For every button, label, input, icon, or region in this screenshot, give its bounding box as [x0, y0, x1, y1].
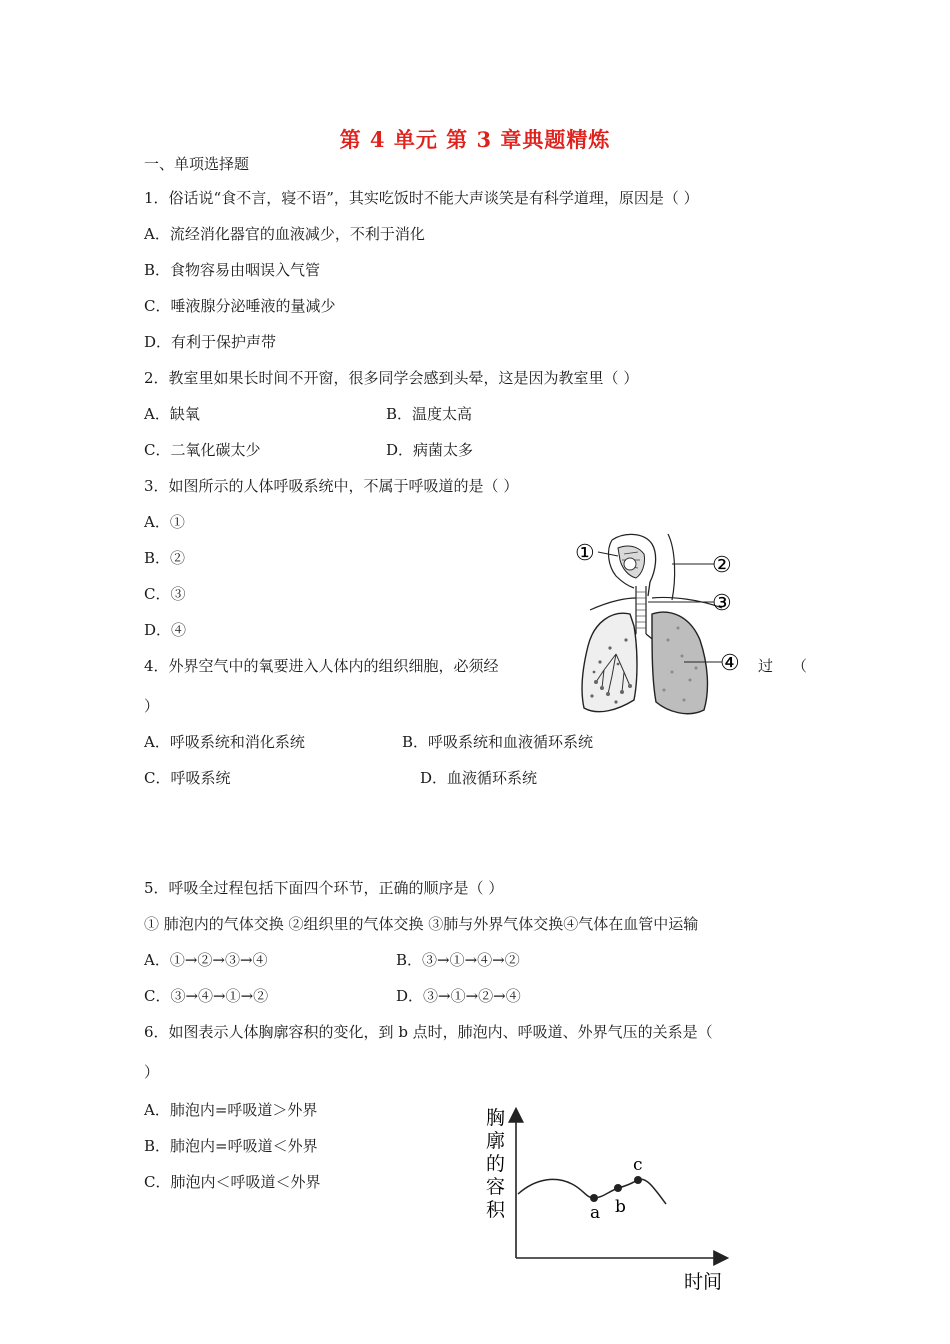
question-3-option-d: D．④ — [144, 621, 187, 639]
figure-label-1: ① — [575, 541, 595, 566]
chart-point-label-a: a — [590, 1203, 601, 1223]
question-5-option-b: B．③→①→④→② — [396, 951, 520, 969]
page-title: 第 4 单元 第 3 章典题精炼 — [339, 127, 611, 152]
question-4-option-b: B．呼吸系统和血液循环系统 — [402, 733, 594, 751]
question-4-stem-cont: 过 — [758, 657, 774, 675]
question-5-option-d: D．③→①→②→④ — [396, 987, 521, 1005]
question-6-option-a: A．肺泡内=呼吸道＞外界 — [144, 1101, 318, 1119]
question-5-stem: 5．呼吸全过程包括下面四个环节，正确的顺序是（ ） — [144, 879, 504, 897]
question-5-option-c: C．③→④→①→② — [144, 987, 269, 1005]
chart-point-b — [614, 1184, 622, 1192]
question-6-stem: 6．如图表示人体胸廓容积的变化，到 b 点时，肺泡内、呼吸道、外界气压的关系是（ — [144, 1023, 713, 1041]
chart-ylabel-char-1: 胸 — [486, 1107, 506, 1129]
question-1-option-c: C．唾液腺分泌唾液的量减少 — [144, 297, 336, 315]
question-4-option-a: A．呼吸系统和消化系统 — [144, 733, 305, 751]
section-heading: 一、单项选择题 — [144, 155, 250, 173]
question-6-paren-close: ） — [144, 1063, 160, 1081]
question-1-stem: 1．俗话说“食不言，寝不语”，其实吃饭时不能大声谈笑是有科学道理，原因是（ ） — [144, 189, 699, 207]
question-4-stem: 4．外界空气中的氧要进入人体内的组织细胞，必须经 — [144, 657, 499, 675]
figure-label-4: ④ — [720, 651, 740, 676]
question-4-option-c: C．呼吸系统 — [144, 769, 231, 787]
chart-ylabel-char-2: 廓 — [486, 1130, 506, 1152]
question-3-option-c: C．③ — [144, 585, 186, 603]
question-2-option-b: B．温度太高 — [386, 405, 473, 423]
figure-label-3: ③ — [712, 591, 732, 616]
chart-point-label-c: c — [633, 1155, 643, 1175]
question-2-option-d: D．病菌太多 — [386, 441, 474, 459]
question-2-option-a: A．缺氧 — [144, 405, 200, 423]
respiratory-system-figure — [572, 530, 740, 720]
question-4-paren-open: （ — [792, 657, 808, 675]
question-5-steps: ① 肺泡内的气体交换 ②组织里的气体交换 ③肺与外界气体交换④气体在血管中运输 — [144, 915, 699, 933]
question-4-option-d: D．血液循环系统 — [420, 769, 538, 787]
figure-label-2: ② — [712, 553, 732, 578]
question-3-option-a: A．① — [144, 513, 185, 531]
chart-point-a — [590, 1194, 598, 1202]
question-3-option-b: B．② — [144, 549, 186, 567]
question-6-option-b: B．肺泡内=呼吸道＜外界 — [144, 1137, 318, 1155]
question-5-option-a: A．①→②→③→④ — [144, 951, 268, 969]
chart-point-c — [634, 1176, 642, 1184]
question-2-option-c: C．二氧化碳太少 — [144, 441, 261, 459]
chart-ylabel-char-4: 容 — [486, 1176, 506, 1198]
question-4-paren-close: ） — [144, 697, 160, 715]
chart-point-label-b: b — [615, 1197, 626, 1217]
chart-ylabel-char-3: 的 — [486, 1153, 506, 1175]
question-3-stem: 3．如图所示的人体呼吸系统中，不属于呼吸道的是（ ） — [144, 477, 519, 495]
question-6-option-c: C．肺泡内＜呼吸道＜外界 — [144, 1173, 321, 1191]
question-1-option-a: A．流经消化器官的血液减少，不利于消化 — [144, 225, 425, 243]
thorax-volume-chart — [480, 1100, 740, 1300]
question-1-option-b: B．食物容易由咽误入气管 — [144, 261, 321, 279]
chart-ylabel-char-5: 积 — [486, 1199, 506, 1221]
question-2-stem: 2．教室里如果长时间不开窗，很多同学会感到头晕，这是因为教室里（ ） — [144, 369, 639, 387]
question-1-option-d: D．有利于保护声带 — [144, 333, 277, 351]
chart-xlabel: 时间 — [684, 1271, 723, 1293]
